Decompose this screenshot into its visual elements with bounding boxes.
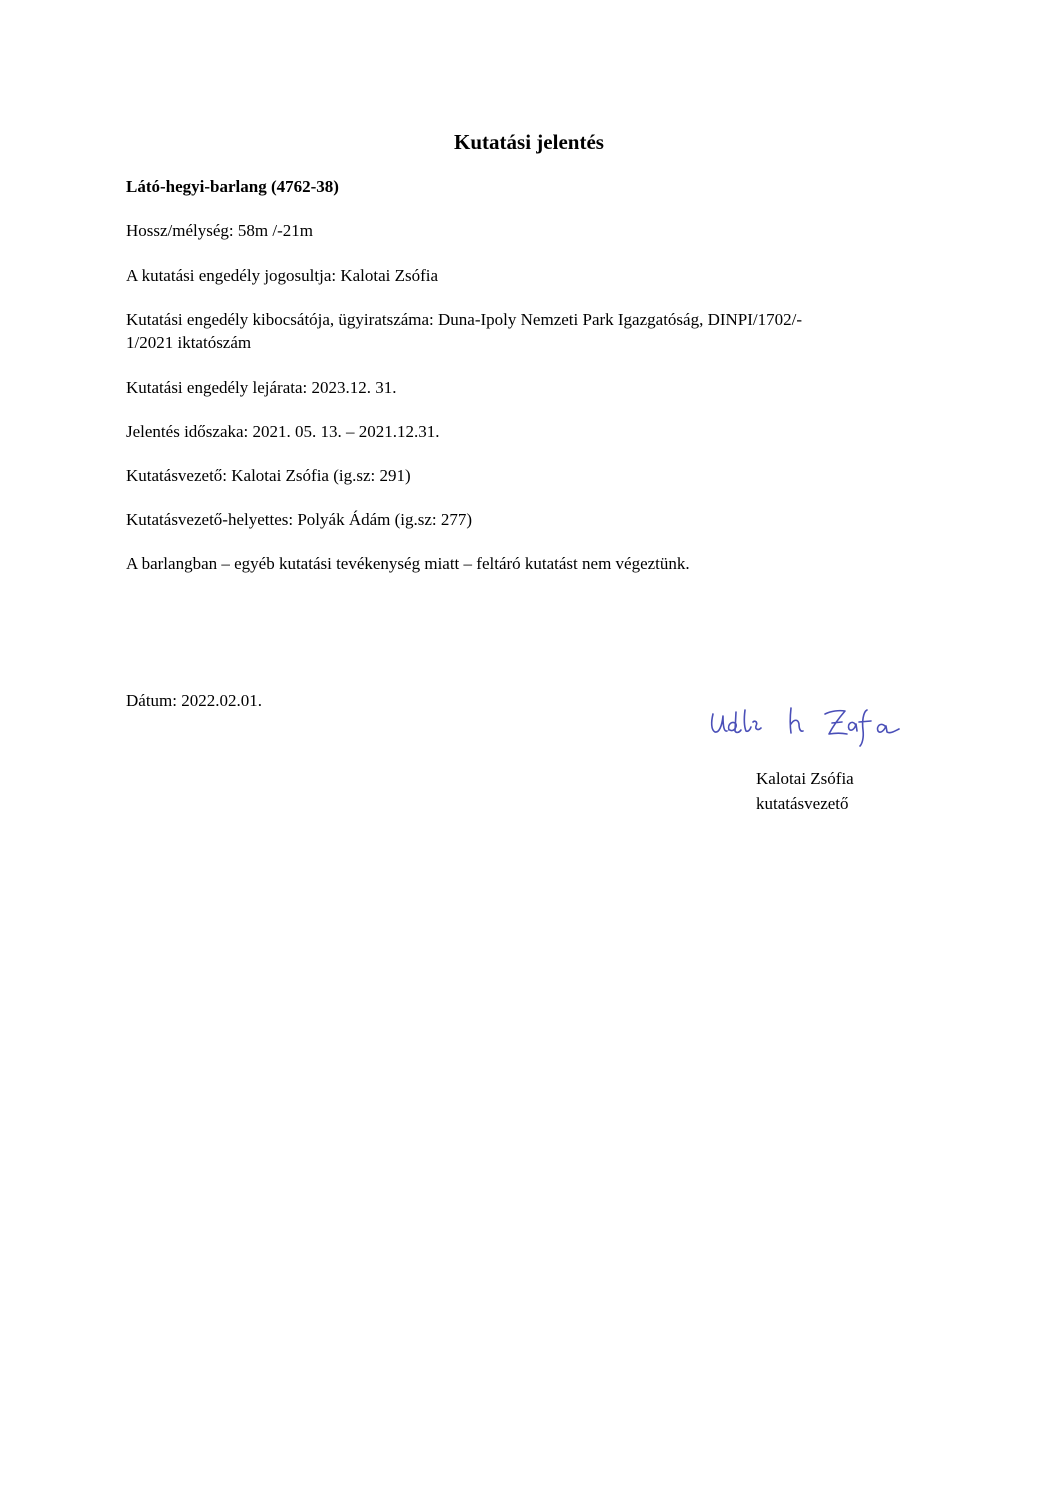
permit-issuer-line2: 1/2021 iktatószám: [126, 333, 252, 352]
cave-heading: Látó-hegyi-barlang (4762-38): [126, 177, 339, 196]
deputy-leader: Kutatásvezető-helyettes: Polyák Ádám (ig.sz: 277): [126, 510, 473, 529]
permit-expiry: Kutatási engedély lejárata: 2023.12. 31.: [126, 378, 397, 397]
report-period: Jelentés időszaka: 2021. 05. 13. – 2021.12.31.: [126, 422, 440, 441]
permit-issuer-line1: Kutatási engedély kibocsátója, ügyiratszáma: Duna-Ipoly Nemzeti Park Igazgatóság, DINPI/1702/-: [126, 310, 803, 329]
signatory-role: kutatásvezető: [756, 794, 849, 813]
research-leader: Kutatásvezető: Kalotai Zsófia (ig.sz: 291): [126, 466, 411, 485]
date-line: Dátum: 2022.02.01.: [126, 691, 262, 710]
permit-holder: A kutatási engedély jogosultja: Kalotai Zsófia: [126, 266, 439, 285]
activity-note: A barlangban – egyéb kutatási tevékenység miatt – feltáró kutatást nem végeztünk.: [126, 554, 690, 573]
length-depth: Hossz/mélység: 58m /-21m: [126, 221, 313, 240]
handwritten-signature: [705, 700, 920, 750]
document-title: Kutatási jelentés: [454, 130, 604, 154]
signatory-name: Kalotai Zsófia: [756, 769, 854, 788]
